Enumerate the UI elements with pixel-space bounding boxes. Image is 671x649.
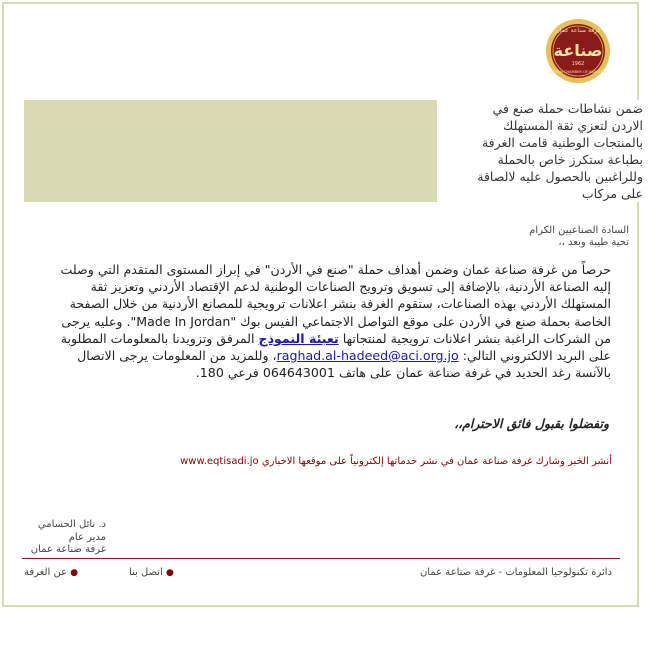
body-paragraph-2-start: وعليه يرجى من الشركات الراغبة بنشر اعلانات ترويجية لمنتجاتها [61, 313, 611, 346]
email-link[interactable]: raghad.al-hadeed@aci.org.jo [276, 348, 459, 364]
banner-line: على مركاب [581, 186, 643, 201]
signature-org: غرفة صناعة عمان [30, 544, 106, 555]
salutation [529, 225, 629, 249]
footer-department: دائرة تكنولوجيا المعلومات - غرفة صناعة عمان [419, 567, 612, 578]
aci-logo [544, 18, 612, 84]
banner-line: ضمن نشاطات حملة صنع في [492, 101, 643, 116]
body-paragraph-1: حرصاً من غرفة صناعة عمان وضمن أهداف حملة "صنع في الأردن" في إبراز المستوى المتقدم التي وصلت إليه الصناعة الأردنية، بالإضافة إلى تسويق وترويج الصناعات الوطنية لدعم الإقتصاد الأردني وتعزيز ثقة المستهلك الأردني بهذه الصناعات، ستقوم الغرفة بنشر اعلانات ترويجية للمصانع الأردنية من خلال الصفحة الخاصة بحملة صنع في الأردن على موقع التواصل الاجتماعي الفيس بوك "Made In Jordan". [60, 262, 611, 329]
signature [22, 519, 106, 557]
news-share-line [180, 456, 612, 467]
signature-name: د. نائل الحسامي [37, 519, 106, 530]
logo-sub: غرفة صناعة عمان [555, 27, 601, 34]
news-share-text: أنشر الخبر وشارك غرفة صناعة عمان في نشر خدماتها إلكترونياً على موقعها الاخباري [261, 456, 612, 467]
banner-line: الاردن لتعزي ثقة المستهلك [503, 118, 643, 133]
bullet-icon: ● [70, 568, 79, 578]
campaign-banner [24, 100, 643, 202]
closing-remark: وتفضلوا بقبول فائق الاحترام،، [454, 416, 609, 431]
banner-line: بالمنتجات الوطنية قامت الغرفة [481, 135, 643, 150]
salutation-line-2: تحية طيبة وبعد ،، [558, 237, 629, 248]
banner-text-panel [437, 100, 653, 202]
body-paragraph-2-end: ، وللمزيد من المعلومات يرجى الاتصال بالآنسة رغد الحديد في غرفة صناعة عمان على هاتف 064643001 فرعي 180. [77, 348, 611, 381]
about-chamber-link[interactable]: عن الغرفة [24, 567, 68, 578]
message-body [44, 261, 611, 381]
footer-links [24, 567, 174, 578]
logo-wordmark: صناعة [553, 41, 603, 60]
footer-divider [22, 558, 620, 559]
bullet-icon: ● [166, 568, 174, 578]
logo-caption: AMMAN CHAMBER OF INDUSTRY [548, 70, 608, 74]
fill-form-link[interactable]: تعبئة النموذج [258, 330, 339, 346]
banner-line: بطباعة ستكرز خاص بالحملة [497, 152, 643, 167]
banner-line: وللراغبين بالحصول عليه لالصاقة [477, 169, 643, 184]
salutation-line-1: السادة الصناعيين الكرام [529, 225, 629, 236]
logo-year: 1962 [571, 61, 585, 67]
news-site-link[interactable]: www.eqtisadi.jo [180, 456, 259, 467]
body-paragraph-2-middle: المرفق وتزويدنا بالمعلومات المطلوبة على البريد الالكتروني التالي: [60, 330, 611, 364]
contact-us-link[interactable]: اتصل بنا [128, 567, 163, 578]
banner-text [433, 100, 643, 202]
signature-title: مدير عام [68, 531, 106, 543]
